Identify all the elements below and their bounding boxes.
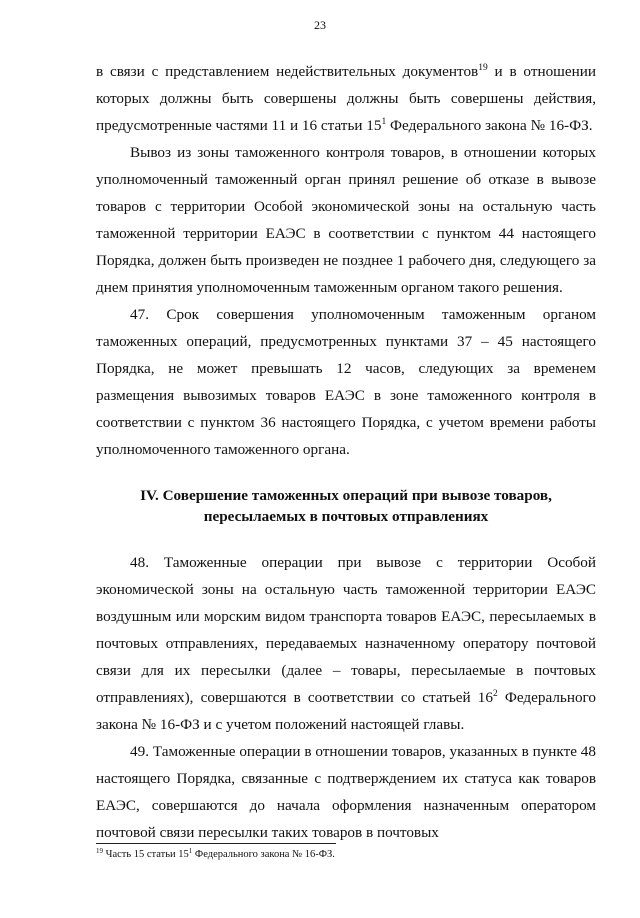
paragraph-47: 47. Срок совершения уполномоченным таможенным органом таможенных операций, предусмотренных пунктами 37 – 45 настоящего Порядка, не может превышать 12 часов, следующих за временем размещения вывозимых товаров ЕАЭС в зоне таможенного контроля в соответствии с пунктом 36 настоящего Порядка, с учетом времени работы уполномоченного таможенного органа. xyxy=(96,306,596,458)
paragraph-49: 49. Таможенные операции в отношении товаров, указанных в пункте 48 настоящего Порядка, связанные с подтверждением их статуса как товаров ЕАЭС, совершаются до начала оформления назначенным оператором почтовой связи пересылки таких товаров в почтовых xyxy=(96,743,596,841)
footnote: $^{19}$ Часть 15 статьи $15^1$ Федерального закона № 16-ФЗ. xyxy=(96,847,335,860)
paragraph-continuation: в связи с представлением недействительных документов$^{19}$ и в отношении которых должны быть совершены должны быть совершены действия, предусмотренные частями 11 и 16 статьи $15^1$ Федерального закона № 16-ФЗ. xyxy=(96,63,596,134)
paragraph-export-deadline: Вывоз из зоны таможенного контроля товаров, в отношении которых уполномоченный таможенный орган принял решение об отказе в вывозе товаров с территории Особой экономической зоны на остальную часть таможенной территории ЕАЭС в соответствии с пунктом 44 настоящего Порядка, должен быть произведен не позднее 1 рабочего дня, следующего за днем принятия уполномоченным таможенным органом такого решения. xyxy=(96,144,596,296)
page-number: 23 xyxy=(314,18,326,32)
document-body xyxy=(96,58,596,846)
paragraph-48: 48. Таможенные операции при вывозе с территории Особой экономической зоны на остальную часть таможенной территории ЕАЭС воздушным или морским видом транспорта товаров ЕАЭС, пересылаемых в почтовых отправлениях, передаваемых назначенному оператору почтовой связи для их пересылки (далее – товары, пересылаемые в почтовых отправлениях), совершаются в соответствии со статьей $16^2$ Федерального закона № 16-ФЗ и с учетом положений настоящей главы. xyxy=(96,554,596,733)
section-heading: IV. Совершение таможенных операций при вывозе товаров, пересылаемых в почтовых отправлениях xyxy=(140,487,552,525)
footnote-reference[interactable]: 19 xyxy=(478,63,488,73)
footnote-divider xyxy=(96,843,336,844)
